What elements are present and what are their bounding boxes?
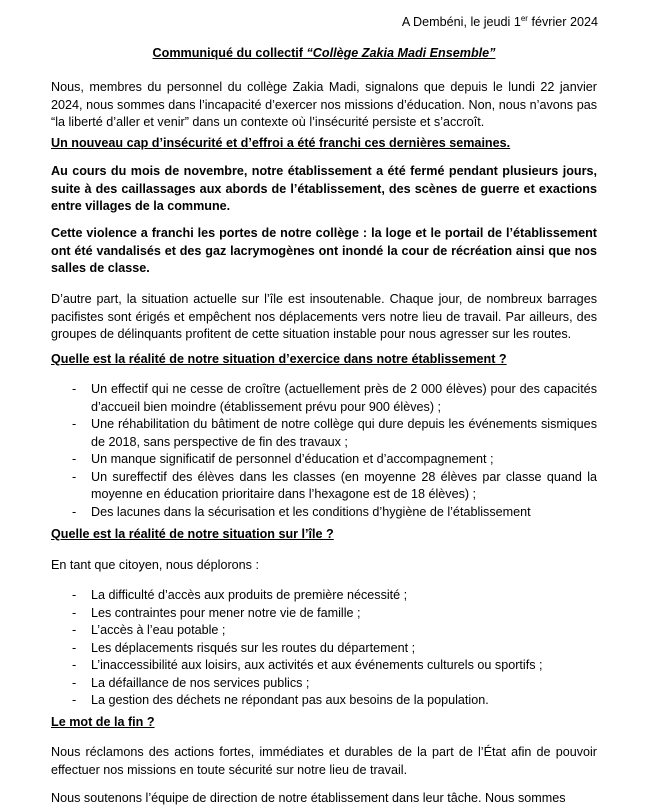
section-heading-final-word: Le mot de la fin ? [51, 715, 155, 729]
list-item-text: La défaillance de nos services publics ; [91, 675, 310, 690]
list-dash: - [72, 675, 77, 690]
list-item [51, 504, 597, 522]
citizen-intro: En tant que citoyen, nous déplorons : [51, 558, 259, 572]
list-item [51, 587, 597, 605]
list-dash: - [72, 605, 77, 620]
list-dash: - [72, 452, 77, 466]
list-item-text: Un sureffectif des élèves dans les classes (en moyenne 28 élèves par classe quand la moyenne en éducation prioritaire dans l’hexagone est de 18 élèves) ; [91, 469, 597, 501]
communique-title [0, 45, 648, 63]
list-dash: - [72, 640, 77, 655]
title-lead: Communiqué du collectif [152, 46, 307, 60]
island-issues-list [51, 587, 597, 710]
list-item-text: L’accès à l’eau potable ; [91, 623, 226, 637]
list-item-text: Les contraintes pour mener notre vie de famille ; [91, 605, 361, 620]
date-line [402, 14, 598, 32]
list-dash: - [72, 417, 77, 431]
list-item-text: Un effectif qui ne cesse de croître (actuellement près de 2 000 élèves) pour des capacités d’accueil bien moindre (établissement prévu pour 900 élèves) ; [91, 382, 597, 414]
list-item-text: Les déplacements risqués sur les routes du département ; [91, 640, 416, 655]
cut-off-line: Nous soutenons l’équipe de direction de notre établissement dans leur tâche. Nous sommes [51, 791, 566, 805]
list-item-text: Un manque significatif de personnel d’éducation et d’accompagnement ; [91, 452, 494, 466]
final-paragraph: Nous réclamons des actions fortes, immédiates et durables de la part de l’État afin de pouvoir effectuer nos missions en toute sécurité sur notre lieu de travail. [51, 745, 597, 777]
list-dash: - [72, 469, 77, 484]
date-ordinal: er [520, 14, 528, 23]
section-heading-school-reality: Quelle est la réalité de notre situation d’exercice dans notre établissement ? [51, 352, 507, 366]
list-item [51, 416, 597, 451]
collective-name: “Collège Zakia Madi Ensemble” [306, 46, 496, 60]
list-item [51, 692, 597, 710]
list-dash: - [72, 693, 77, 707]
section-heading-insecurity: Un nouveau cap d’insécurité et d’effroi a été franchi ces dernières semaines. [51, 136, 511, 150]
list-item [51, 657, 597, 675]
section-heading-island-reality: Quelle est la réalité de notre situation sur l’île ? [51, 527, 334, 541]
list-item [51, 469, 597, 504]
violence-paragraph: Cette violence a franchi les portes de notre collège : la loge et le portail de l’établissement ont été vandalisés et des gaz lacrymogènes ont inondé la cour de récréation ainsi que nos salles de classe. [51, 226, 597, 275]
list-item [51, 451, 597, 469]
list-dash: - [72, 504, 77, 519]
list-item-text: L’inaccessibilité aux loisirs, aux activités et aux événements culturels ou sportifs ; [91, 658, 543, 672]
list-item [51, 675, 597, 693]
list-dash: - [72, 588, 77, 602]
list-item-text: Des lacunes dans la sécurisation et les conditions d’hygiène de l’établissement [91, 504, 531, 519]
list-item [51, 605, 597, 623]
list-item [51, 381, 597, 416]
november-closure-paragraph: Au cours du mois de novembre, notre établissement a été fermé pendant plusieurs jours, suite à des caillassages aux abords de l’établissement, des scènes de guerre et exactions entre villages de la commune. [51, 164, 597, 213]
list-item [51, 640, 597, 658]
list-dash: - [72, 658, 77, 672]
list-item [51, 622, 597, 640]
date-prefix: A Dembéni, le jeudi 1 [401, 15, 521, 29]
date-suffix: février 2024 [527, 15, 598, 29]
school-issues-list [51, 381, 597, 521]
list-dash: - [72, 623, 77, 637]
island-situation-paragraph: D’autre part, la situation actuelle sur l’île est insoutenable. Chaque jour, de nombreux barrages pacifistes sont érigés et empêchent nos déplacements vers notre lieu de travail. Par ailleurs, des groupes de délinquants profitent de cette situation instable pour nous agresser sur les routes. [51, 292, 597, 341]
list-item-text: Une réhabilitation du bâtiment de notre collège qui dure depuis les événements sismiques de 2018, sans perspective de fin des travaux ; [91, 417, 597, 449]
list-dash: - [72, 382, 77, 396]
list-item-text: La gestion des déchets ne répondant pas aux besoins de la population. [91, 693, 489, 707]
intro-paragraph: Nous, membres du personnel du collège Zakia Madi, signalons que depuis le lundi 22 janvier 2024, nous sommes dans l’incapacité d’exercer nos missions d’éducation. Non, nous n’avons pas “la liberté d’aller et venir” dans un contexte où l’insécurité persiste et s’accroît. [51, 80, 597, 129]
list-item-text: La difficulté d’accès aux produits de première nécessité ; [91, 588, 408, 602]
